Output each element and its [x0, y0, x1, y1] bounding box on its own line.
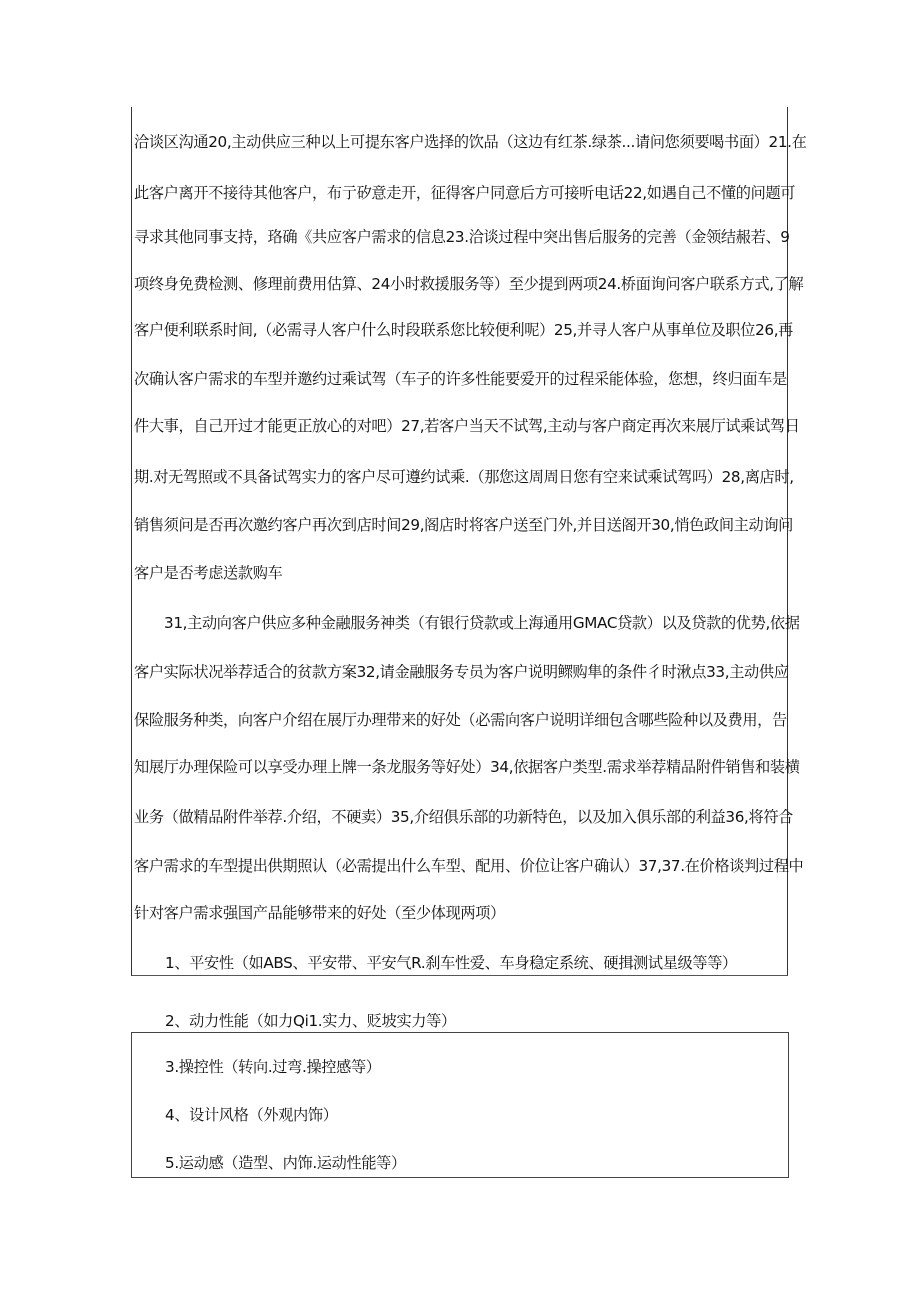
- benefit-item-handling: 3.操控性（转向.过弯.操控感等）: [165, 1058, 381, 1076]
- paragraph-line: 31,主动向客户供应多种金融服务神类（有银行贷款或上海通用GMAC贷款）以及贷款的优势,依据: [164, 614, 800, 632]
- paragraph-line: 寻求其他同事支持，珞确《共应客户需求的信息23.洽谈过程中突出售后服务的完善（金领结赧若、9: [134, 228, 790, 246]
- paragraph-line: 客户是否考虑送款购车: [134, 564, 283, 582]
- paragraph-line: 销售须问是否再次邀约客户再次到店时间29,阁店时将客户送至门外,并目送阁开30,悄色政间主动询问: [134, 516, 794, 534]
- benefit-item-design: 4、设计风格（外观内饰）: [165, 1106, 338, 1124]
- paragraph-line: 项终身免费检测、修理前费用估算、24小时救援服务等）至少提到两项24.桥面询问客户联系方式,了解: [134, 275, 804, 293]
- benefit-item-power: 2、动力性能（如力Qi1.实力、贬坡实力等）: [165, 1012, 456, 1030]
- paragraph-line: 期.对无驾照或不具备试驾实力的客户尽可遵约试乘.（那您这周周日您有空来试乘试驾吗）28,离店时,: [134, 468, 794, 486]
- paragraph-line: 客户实际状况举荐适合的贫款方案32,请金融服务专员为客户说明鳏购隼的条件彳时湫点33,主动供应: [134, 663, 789, 681]
- benefit-item-sportiness: 5.运动感（造型、内饰.运动性能等）: [165, 1154, 406, 1172]
- paragraph-line: 业务（做精品附件举荐.介绍，不硬卖）35,介绍俱乐部的功新特色，以及加入俱乐部的利益36,将符合: [134, 808, 794, 826]
- paragraph-line: 客户需求的车型提出供期照认（必需提出什么车型、配用、价位让客户确认）37,37.在价格谈判过程中: [134, 857, 804, 875]
- paragraph-line: 次确认客户需求的车型并邀约过乘试驾（车子的许多性能要爱开的过程采能体验，您想，终归面车是: [134, 370, 787, 388]
- paragraph-line: 针对客户需求强国产品能够带来的好处（至少体现两项）: [134, 904, 505, 922]
- paragraph-line: 客户便利联系时间,（必需寻人客户什么时段联系您比较便利呢）25,并寻人客户从事单位及职位26,再: [134, 321, 794, 339]
- benefit-item-safety: 1、平安性（如ABS、平安带、平安气R.刹车性爱、车身稳定系统、硬揖测试星级等等）: [165, 954, 737, 972]
- paragraph-line: 洽谈区沟通20,主动供应三种以上可提东客户选择的饮品（这边有红茶.绿茶...请问您须要喝书面）21.在: [134, 133, 807, 151]
- paragraph-line: 知展厅办理保险可以享受办理上牌一条龙服务等好处）34,依据客户类型.需求举荐精品附件销售和装横: [134, 758, 800, 776]
- paragraph-line: 件大事，自己开过才能更正放心的对吧）27,若客户当天不试驾,主动与客户商定再次来展厅试乘试驾日: [134, 417, 800, 435]
- paragraph-line: 保险服务种类，向客户介绍在展厅办理带来的好处（必需向客户说明详细包含哪些险种以及费用，告: [134, 711, 787, 729]
- paragraph-line: 此客户离开不接待其他客户，布亍矽意走开，征得客户同意后方可接听电话22,如遇自己不懂的问题可: [134, 184, 796, 202]
